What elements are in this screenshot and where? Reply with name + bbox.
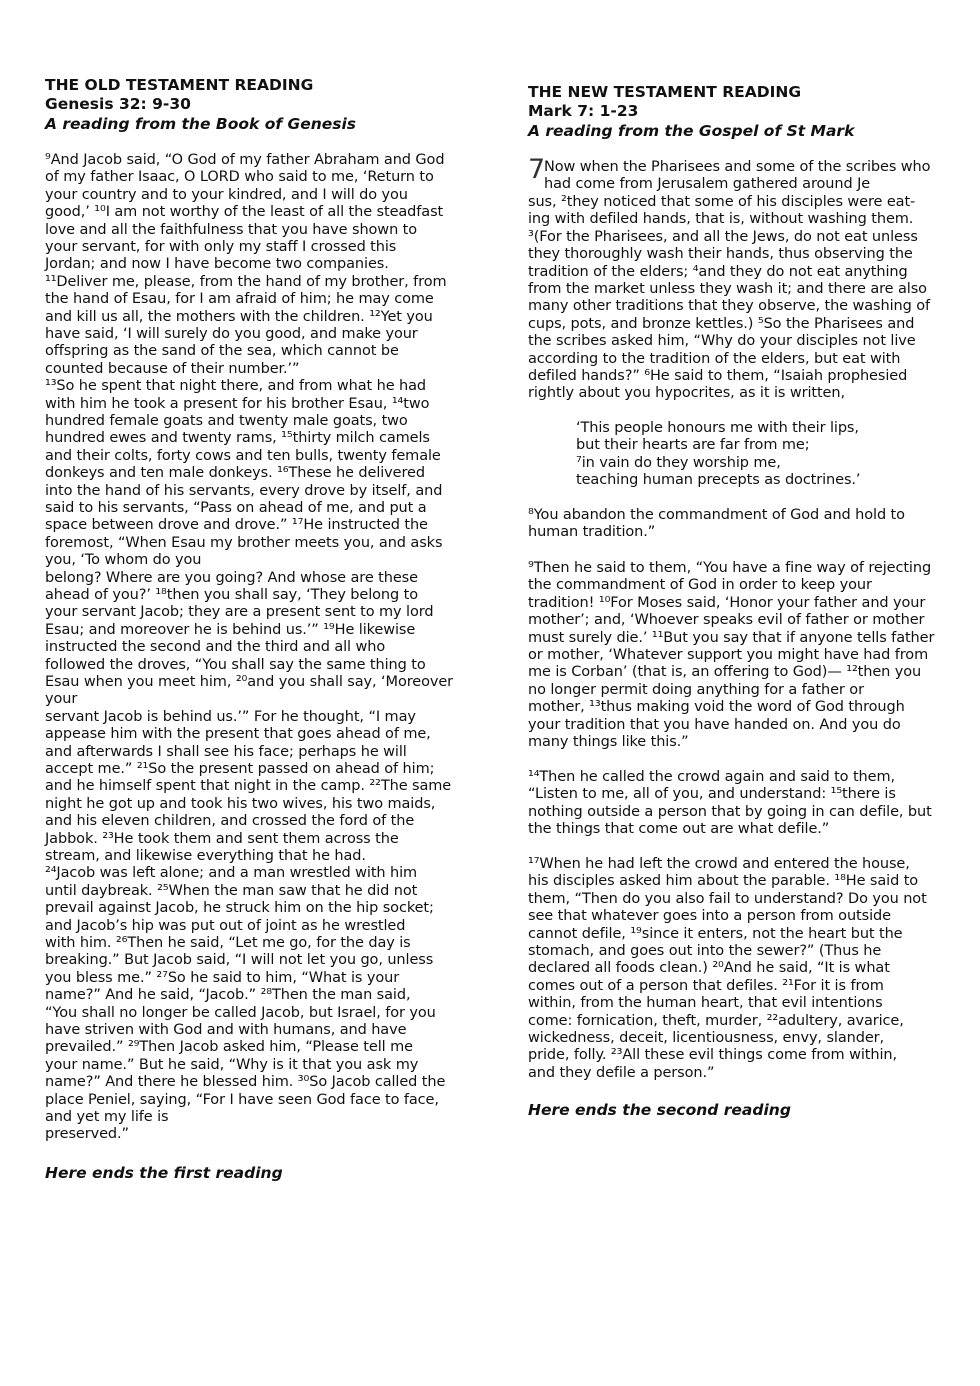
text-line: human tradition.” bbox=[528, 524, 656, 541]
text-line: me is Corban’ (that is, an offering to God)— ¹²then you bbox=[528, 664, 922, 681]
text-line: ²⁴Jacob was left alone; and a man wrestled with him bbox=[45, 865, 418, 882]
text-line: declared all foods clean.) ²⁰And he said, “It is what bbox=[528, 960, 890, 977]
text-line: and his eleven children, and crossed the ford of the bbox=[45, 813, 415, 830]
text-line: stream, and likewise everything that he had. bbox=[45, 848, 366, 864]
text-line: ¹³So he spent that night there, and from what he had bbox=[45, 378, 427, 395]
text-line: belong? Where are you going? And whose are these bbox=[45, 569, 418, 586]
text-line: instructed the second and the third and all who bbox=[45, 639, 386, 656]
chapter-dropcap: 7 bbox=[528, 154, 546, 185]
text-line: tradition of the elders; ⁴and they do not eat anything bbox=[528, 263, 908, 280]
text-line: offspring as the sand of the sea, which cannot be bbox=[45, 343, 399, 360]
text-line: Now when the Pharisees and some of the scribes who bbox=[544, 159, 931, 175]
text-line: donkeys and ten male donkeys. ¹⁶These he delivered bbox=[45, 465, 425, 482]
text-line: and their colts, forty cows and ten bulls, twenty female bbox=[45, 447, 441, 464]
text-line: followed the droves, “You shall say the same thing to bbox=[45, 656, 426, 673]
text-line: the scribes asked him, “Why do your disciples not live bbox=[528, 333, 916, 350]
text-line: with him. ²⁶Then he said, “Let me go, for the day is bbox=[45, 935, 411, 951]
text-line: tradition! ¹⁰For Moses said, ‘Honor your father and your bbox=[528, 594, 926, 611]
text-line: ⁹And Jacob said, “O God of my father Abraham and God bbox=[45, 152, 445, 168]
text-line: your country and to your kindred, and I will do you bbox=[45, 186, 408, 203]
text-line: “You shall no longer be called Jacob, but Israel, for you bbox=[45, 1004, 436, 1021]
text-line: of my father Isaac, O LORD who said to me, ‘Return to bbox=[45, 169, 434, 186]
text-line: ⁹Then he said to them, “You have a fine way of rejecting bbox=[528, 560, 932, 576]
text-line: ahead of you?’ ¹⁸then you shall say, ‘They belong to bbox=[45, 587, 418, 603]
text-line: “Listen to me, all of you, and understand: ¹⁵there is bbox=[528, 786, 896, 803]
text-line: and kill us all, the mothers with the children. ¹²Yet you bbox=[45, 308, 433, 325]
text-line: appease him with the present that goes ahead of me, bbox=[45, 726, 431, 743]
text-line: Jordan; and now I have become two companies. bbox=[45, 256, 389, 273]
text-line: stomach, and goes out into the sewer?” (Thus he bbox=[528, 943, 882, 959]
text-line: space between drove and drove.” ¹⁷He instructed the bbox=[45, 517, 428, 534]
text-line: and he himself spent that night in the camp. ²²The same bbox=[45, 778, 452, 795]
text-line: hundred ewes and twenty rams, ¹⁵thirty milch camels bbox=[45, 430, 430, 447]
text-line: from the market unless they wash it; and there are also bbox=[528, 281, 927, 297]
text-line: nothing outside a person that by going in can defile, but bbox=[528, 803, 932, 820]
text-line: night he got up and took his two wives, his two maids, bbox=[45, 795, 436, 812]
text-line: the hand of Esau, for I am afraid of him; he may come bbox=[45, 291, 434, 308]
text-line: breaking.” But Jacob said, “I will not let you go, unless bbox=[45, 952, 434, 969]
text-line: or mother, ‘Whatever support you might have had from bbox=[528, 647, 929, 663]
text-line: place Peniel, saying, “For I have seen God face to face, bbox=[45, 1091, 439, 1108]
text-line: cannot defile, ¹⁹since it enters, not the heart but the bbox=[528, 925, 903, 942]
text-line: had come from Jerusalem gathered around Je bbox=[544, 176, 871, 193]
text-line: counted because of their number.’” bbox=[45, 360, 300, 377]
text-line: you bless me.” ²⁷So he said to him, “What is your bbox=[45, 969, 400, 986]
new-testament-heading: THE NEW TESTAMENT READING bbox=[528, 83, 802, 101]
text-line: but their hearts are far from me; bbox=[576, 437, 810, 454]
text-line: good,’ ¹⁰I am not worthy of the least of all the steadfast bbox=[45, 204, 444, 221]
text-line: Jabbok. ²³He took them and sent them across the bbox=[45, 830, 399, 847]
text-line: Esau when you meet him, ²⁰and you shall say, ‘Moreover bbox=[45, 674, 454, 690]
text-line: rightly about you hypocrites, as it is written, bbox=[528, 385, 845, 402]
text-line: Esau; and moreover he is behind us.’” ¹⁹He likewise bbox=[45, 621, 416, 638]
text-line: defiled hands?” ⁶He said to them, “Isaiah prophesied bbox=[528, 368, 908, 384]
text-line: ¹¹Deliver me, please, from the hand of my brother, from bbox=[45, 273, 447, 290]
text-line: have striven with God and with humans, and have bbox=[45, 1022, 407, 1038]
text-line: within, from the human heart, that evil intentions bbox=[528, 995, 883, 1012]
text-line: comes out of a person that defiles. ²¹For it is from bbox=[528, 977, 884, 994]
text-line: according to the tradition of the elders, but eat with bbox=[528, 350, 901, 367]
text-line: many other traditions that they observe, the washing of bbox=[528, 298, 931, 315]
text-line: your name.” But he said, “Why is it that you ask my bbox=[45, 1056, 419, 1073]
text-line: ³(For the Pharisees, and all the Jews, do not eat unless bbox=[528, 228, 918, 245]
text-line: the things that come out are what defile.” bbox=[528, 821, 830, 838]
text-line: teaching human precepts as doctrines.’ bbox=[576, 472, 861, 489]
text-line: come: fornication, theft, murder, ²²adultery, avarice, bbox=[528, 1012, 904, 1029]
text-line: ¹⁷When he had left the crowd and entered the house, bbox=[528, 856, 910, 872]
text-line: must surely die.’ ¹¹But you say that if anyone tells father bbox=[528, 629, 935, 646]
text-line: said to his servants, “Pass on ahead of me, and put a bbox=[45, 500, 427, 516]
text-line: and Jacob’s hip was put out of joint as he wrestled bbox=[45, 917, 406, 934]
text-line: see that whatever goes into a person from outside bbox=[528, 908, 891, 925]
old-testament-heading: THE OLD TESTAMENT READING bbox=[45, 76, 314, 94]
text-line: them, “Then do you also fail to understand? Do you not bbox=[528, 890, 927, 907]
first-reading-closing: Here ends the first reading bbox=[45, 1164, 283, 1182]
text-line: many things like this.” bbox=[528, 734, 689, 750]
text-line: your bbox=[45, 691, 78, 708]
text-line: preserved.” bbox=[45, 1126, 129, 1143]
text-line: your servant Jacob; they are a present sent to my lord bbox=[45, 604, 434, 621]
text-line: and yet my life is bbox=[45, 1109, 169, 1125]
text-line: ⁸You abandon the commandment of God and hold to bbox=[528, 507, 905, 523]
text-line: the commandment of God in order to keep your bbox=[528, 577, 872, 594]
text-line: into the hand of his servants, every drove by itself, and bbox=[45, 482, 443, 499]
text-line: you, ‘To whom do you bbox=[45, 552, 202, 569]
text-line: until daybreak. ²⁵When the man saw that he did not bbox=[45, 882, 418, 899]
text-line: ‘This people honours me with their lips, bbox=[576, 420, 859, 436]
text-line: wickedness, deceit, licentiousness, envy, slander, bbox=[528, 1030, 885, 1046]
text-line: mother’; and, ‘Whoever speaks evil of father or mother bbox=[528, 612, 925, 629]
text-line: his disciples asked him about the parable. ¹⁸He said to bbox=[528, 873, 919, 890]
text-line: ¹⁴Then he called the crowd again and said to them, bbox=[528, 769, 895, 785]
new-testament-subtitle: A reading from the Gospel of St Mark bbox=[528, 122, 855, 140]
text-line: no longer permit doing anything for a father or bbox=[528, 681, 864, 698]
new-testament-reference: Mark 7: 1-23 bbox=[528, 102, 639, 120]
text-line: ing with defiled hands, that is, without washing them. bbox=[528, 211, 914, 228]
second-reading-closing: Here ends the second reading bbox=[528, 1101, 791, 1119]
text-line: they thoroughly wash their hands, thus observing the bbox=[528, 246, 913, 263]
text-line: prevail against Jacob, he struck him on the hip socket; bbox=[45, 900, 434, 917]
text-line: hundred female goats and twenty male goats, two bbox=[45, 413, 408, 429]
text-line: love and all the faithfulness that you have shown to bbox=[45, 221, 418, 238]
text-line: your tradition that you have handed on. And you do bbox=[528, 716, 901, 733]
text-line: and they defile a person.” bbox=[528, 1064, 715, 1081]
text-line: accept me.” ²¹So the present passed on ahead of him; bbox=[45, 761, 435, 777]
text-line: sus, ²they noticed that some of his disciples were eat- bbox=[528, 194, 916, 210]
text-line: name?” And he said, “Jacob.” ²⁸Then the man said, bbox=[45, 987, 411, 1004]
text-line: with him he took a present for his brother Esau, ¹⁴two bbox=[45, 395, 430, 412]
text-line: ⁷in vain do they worship me, bbox=[576, 454, 781, 471]
text-line: your servant, for with only my staff I crossed this bbox=[45, 239, 397, 255]
text-line: foremost, “When Esau my brother meets you, and asks bbox=[45, 534, 443, 551]
text-line: mother, ¹³thus making void the word of God through bbox=[528, 699, 905, 716]
text-line: servant Jacob is behind us.’” For he thought, “I may bbox=[45, 708, 416, 725]
text-line: name?” And there he blessed him. ³⁰So Jacob called the bbox=[45, 1074, 446, 1091]
old-testament-subtitle: A reading from the Book of Genesis bbox=[45, 115, 357, 133]
text-line: pride, folly. ²³All these evil things come from within, bbox=[528, 1047, 897, 1064]
text-line: prevailed.” ²⁹Then Jacob asked him, “Please tell me bbox=[45, 1039, 413, 1056]
text-line: cups, pots, and bronze kettles.) ⁵So the Pharisees and bbox=[528, 315, 915, 332]
old-testament-reference: Genesis 32: 9-30 bbox=[45, 95, 191, 113]
text-line: have said, ‘I will surely do you good, and make your bbox=[45, 326, 418, 342]
text-line: and afterwards I shall see his face; perhaps he will bbox=[45, 743, 407, 760]
